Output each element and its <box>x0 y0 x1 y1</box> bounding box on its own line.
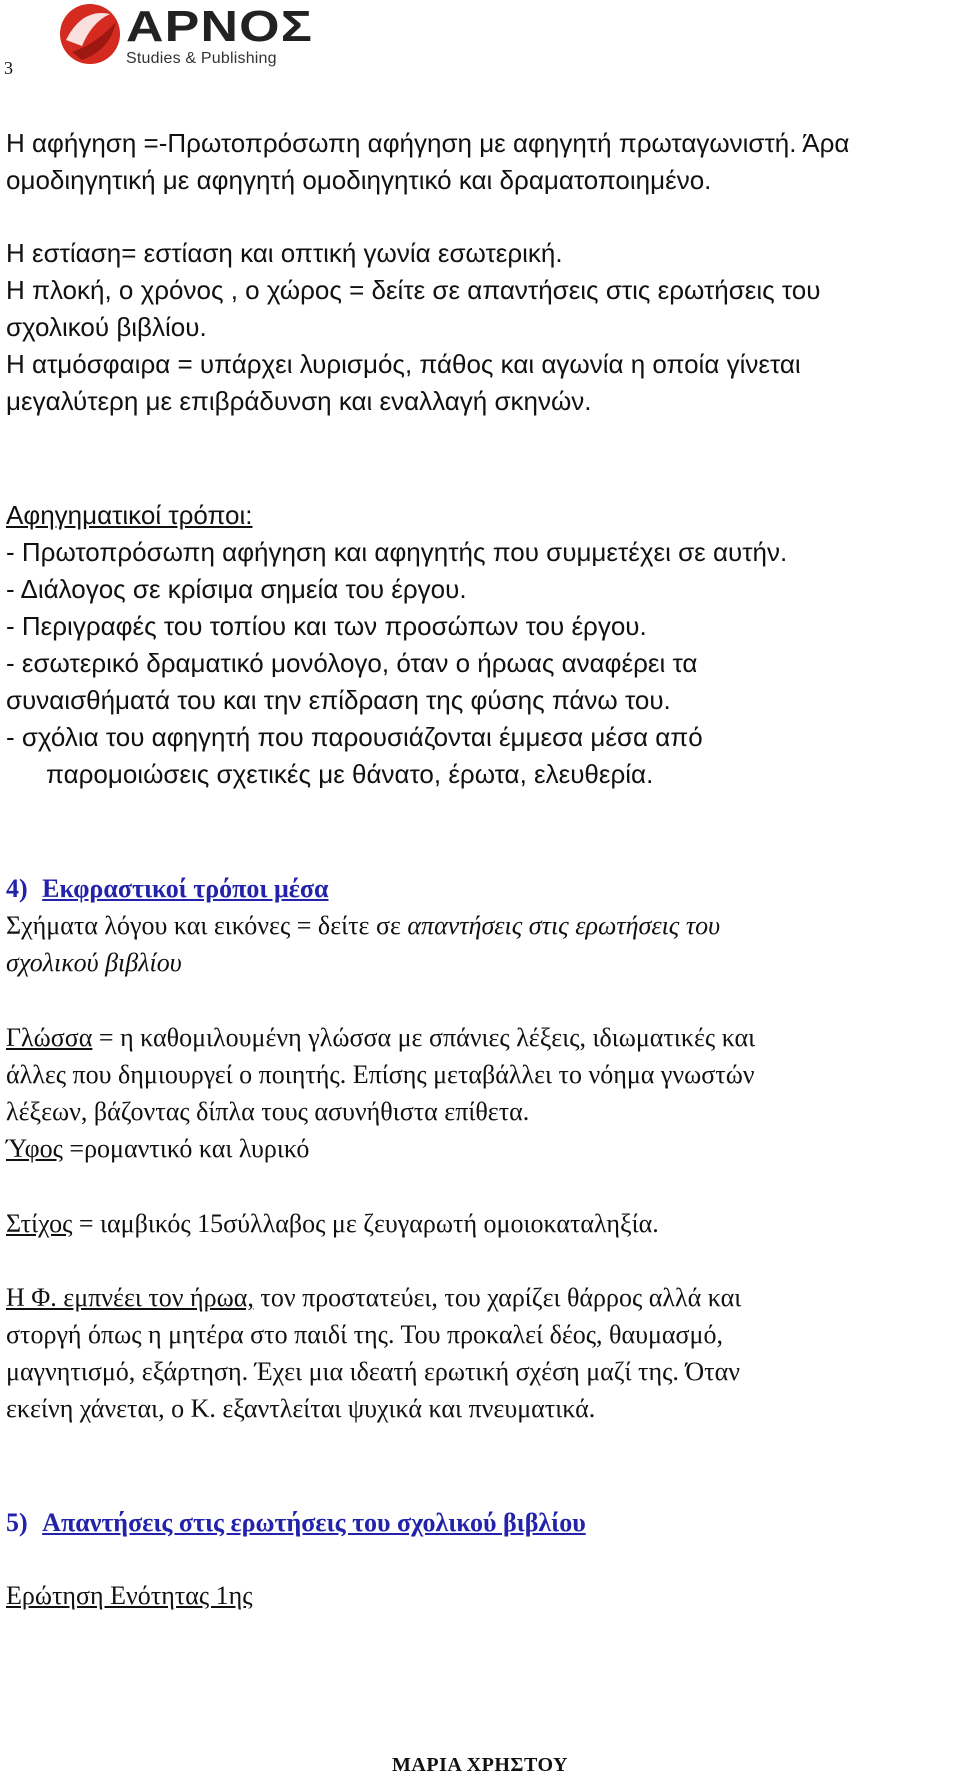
narrative-mode-item: - Διάλογος σε κρίσιμα σημεία του έργου. <box>6 574 467 604</box>
plot-line: σχολικού βιβλίου. <box>6 312 207 342</box>
section-4-heading <box>6 870 956 907</box>
verse-paragraph <box>6 1205 956 1242</box>
logo-name: ΑΡΝΟΣ <box>126 2 314 51</box>
narration-line: ομοδιηγητική με αφηγητή ομοδιηγητικό και δραματοποιημένο. <box>6 165 712 195</box>
nature-paragraph <box>6 1279 956 1427</box>
author-footer: ΜΑΡΙΑ ΧΡΗΣΤΟΥ <box>392 1754 568 1776</box>
atmosphere-line: Η ατμόσφαιρα = υπάρχει λυρισμός, πάθος και αγωνία η οποία γίνεται <box>6 349 801 379</box>
page-number: 3 <box>4 58 13 78</box>
narrative-mode-item: - Πρωτοπρόσωπη αφήγηση και αφηγητής που συμμετέχει σε αυτήν. <box>6 537 788 567</box>
style-text: =ρομαντικό και λυρικό <box>62 1134 310 1163</box>
narration-line: Η αφήγηση =-Πρωτοπρόσωπη αφήγηση με αφηγητή πρωταγωνιστή. Άρα <box>6 128 850 158</box>
nature-text: μαγνητισμό, εξάρτηση. Έχει μια ιδεατή ερωτική σχέση μαζί της. Όταν <box>6 1357 740 1386</box>
logo-emblem-icon <box>52 0 132 78</box>
logo-tagline: Studies & Publishing <box>126 50 277 67</box>
question-section <box>6 1577 956 1614</box>
figures-text: Σχήματα λόγου και εικόνες = δείτε σε <box>6 911 408 940</box>
style-label: Ύφος <box>6 1134 63 1163</box>
language-text: λέξεων, βάζοντας δίπλα τους ασυνήθιστα επίθετα. <box>6 1097 530 1126</box>
narrative-mode-item: - εσωτερικό δραματικό μονόλογο, όταν ο ήρωας αναφέρει τα <box>6 648 698 678</box>
nature-text: στοργή όπως η μητέρα στο παιδί της. Του προκαλεί δέος, θαυμασμό, <box>6 1320 723 1349</box>
narrative-mode-item: - σχόλια του αφηγητή που παρουσιάζονται έμμεσα μέσα από <box>6 722 703 752</box>
narrative-mode-item: παρομοιώσεις σχετικές με θάνατο, έρωτα, ελευθερία. <box>46 759 654 789</box>
focus-line: Η εστίαση= εστίαση και οπτική γωνία εσωτερική. <box>6 238 563 268</box>
figures-reference: απαντήσεις στις ερωτήσεις του <box>407 911 721 940</box>
nature-text: τον προστατεύει, του χαρίζει θάρρος αλλά και <box>253 1283 742 1312</box>
focus-paragraph <box>6 235 956 420</box>
language-paragraph <box>6 1019 956 1167</box>
language-label: Γλώσσα <box>6 1023 93 1052</box>
atmosphere-line: μεγαλύτερη με επιβράδυνση και εναλλαγή σκηνών. <box>6 386 592 416</box>
section-5-number: 5) <box>6 1508 28 1537</box>
section-4-number: 4) <box>6 874 28 903</box>
narrative-modes-title: Αφηγηματικοί τρόποι: <box>6 500 253 530</box>
nature-text: εκείνη χάνεται, ο Κ. εξαντλείται ψυχικά και πνευματικά. <box>6 1394 596 1423</box>
publisher-logo <box>52 0 312 78</box>
figures-reference: σχολικού βιβλίου <box>6 948 182 977</box>
narrative-mode-item: συναισθήματά του και την επίδραση της φύσης πάνω του. <box>6 685 671 715</box>
language-text: άλλες που δημιουργεί ο ποιητής. Επίσης μεταβάλλει το νόημα γνωστών <box>6 1060 755 1089</box>
language-text: = η καθομιλουμένη γλώσσα με σπάνιες λέξεις, ιδιωματικές και <box>92 1023 756 1052</box>
section-4-title: Εκφραστικοί τρόποι μέσα <box>42 874 329 903</box>
section-5-heading <box>6 1504 956 1541</box>
narrative-modes-section <box>6 497 956 793</box>
plot-line: Η πλοκή, ο χρόνος , ο χώρος = δείτε σε απαντήσεις στις ερωτήσεις του <box>6 275 821 305</box>
nature-label: Η Φ. εμπνέει τον ήρωα, <box>6 1283 254 1312</box>
section-5-title: Απαντήσεις στις ερωτήσεις του σχολικού βιβλίου <box>42 1508 586 1537</box>
narration-paragraph <box>6 125 956 199</box>
narrative-mode-item: - Περιγραφές του τοπίου και των προσώπων του έργου. <box>6 611 647 641</box>
figures-paragraph <box>6 907 956 981</box>
verse-label: Στίχος <box>6 1209 73 1238</box>
verse-text: = ιαμβικός 15σύλλαβος με ζευγαρωτή ομοιοκαταληξία. <box>72 1209 659 1238</box>
question-label: Ερώτηση Ενότητας 1ης <box>6 1581 253 1610</box>
